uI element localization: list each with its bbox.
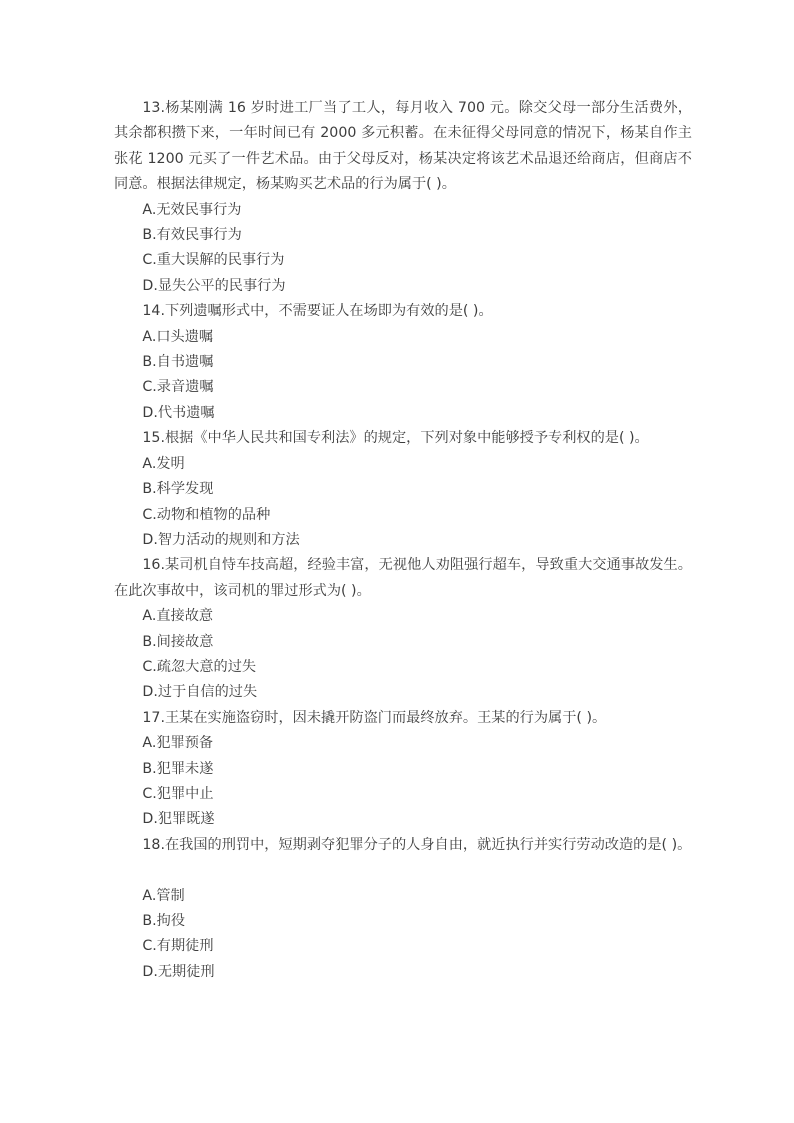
option-d: D.犯罪既遂 xyxy=(142,811,215,828)
option-d: D.智力活动的规则和方法 xyxy=(142,531,300,548)
question-18 xyxy=(114,833,692,985)
option-b: B.拘役 xyxy=(142,912,186,929)
option-d: D.过于自信的过失 xyxy=(142,684,258,701)
question-16 xyxy=(114,553,692,705)
option-a: A.犯罪预备 xyxy=(142,735,214,752)
option-a: A.无效民事行为 xyxy=(142,201,242,218)
option-b: B.科学发现 xyxy=(142,481,214,498)
option-b: B.有效民事行为 xyxy=(142,227,242,244)
question-stem: 16.某司机自恃车技高超，经验丰富，无视他人劝阻强行超车，导致重大交通事故发生。在此次事故中，该司机的罪过形式为( )。 xyxy=(114,557,692,599)
question-stem: 18.在我国的刑罚中，短期剥夺犯罪分子的人身自由，就近执行并实行劳动改造的是( )。 xyxy=(142,836,692,853)
option-c: C.动物和植物的品种 xyxy=(142,506,271,523)
question-stem: 14.下列遗嘱形式中，不需要证人在场即为有效的是( )。 xyxy=(142,303,493,320)
option-b: B.犯罪未遂 xyxy=(142,760,214,777)
option-b: B.间接故意 xyxy=(142,633,214,650)
option-c: C.重大误解的民事行为 xyxy=(142,252,285,269)
blank-line xyxy=(114,858,692,883)
question-stem: 15.根据《中华人民共和国专利法》的规定，下列对象中能够授予专利权的是( )。 xyxy=(142,430,649,447)
option-b: B.自书遗嘱 xyxy=(142,354,214,371)
question-17 xyxy=(114,706,692,833)
option-a: A.直接故意 xyxy=(142,608,214,625)
option-d: D.代书遗嘱 xyxy=(142,404,215,421)
question-stem: 17.王某在实施盗窃时，因未撬开防盗门而最终放弃。王某的行为属于( )。 xyxy=(142,709,607,726)
option-a: A.管制 xyxy=(142,887,185,904)
option-a: A.发明 xyxy=(142,455,185,472)
option-d: D.显失公平的民事行为 xyxy=(142,277,286,294)
option-c: C.录音遗嘱 xyxy=(142,379,214,396)
question-14 xyxy=(114,299,692,426)
option-c: C.疏忽大意的过失 xyxy=(142,658,257,675)
option-a: A.口头遗嘱 xyxy=(142,328,214,345)
question-stem: 13.杨某刚满 16 岁时进工厂当了工人，每月收入 700 元。除交父母一部分生活费外，其余都积攒下来，一年时间已有 2000 多元积蓄。在未征得父母同意的情况下，杨某自作主张花 1200 元买了一件艺术品。由于父母反对，杨某决定将该艺术品退还给商店，但商店不同意。根据法律规定，杨某购买艺术品的行为属于( )。 xyxy=(114,100,692,193)
option-c: C.有期徒刑 xyxy=(142,938,214,955)
option-c: C.犯罪中止 xyxy=(142,785,214,802)
question-15 xyxy=(114,426,692,553)
exam-questions xyxy=(114,96,692,985)
question-13 xyxy=(114,96,692,299)
option-d: D.无期徒刑 xyxy=(142,963,215,980)
